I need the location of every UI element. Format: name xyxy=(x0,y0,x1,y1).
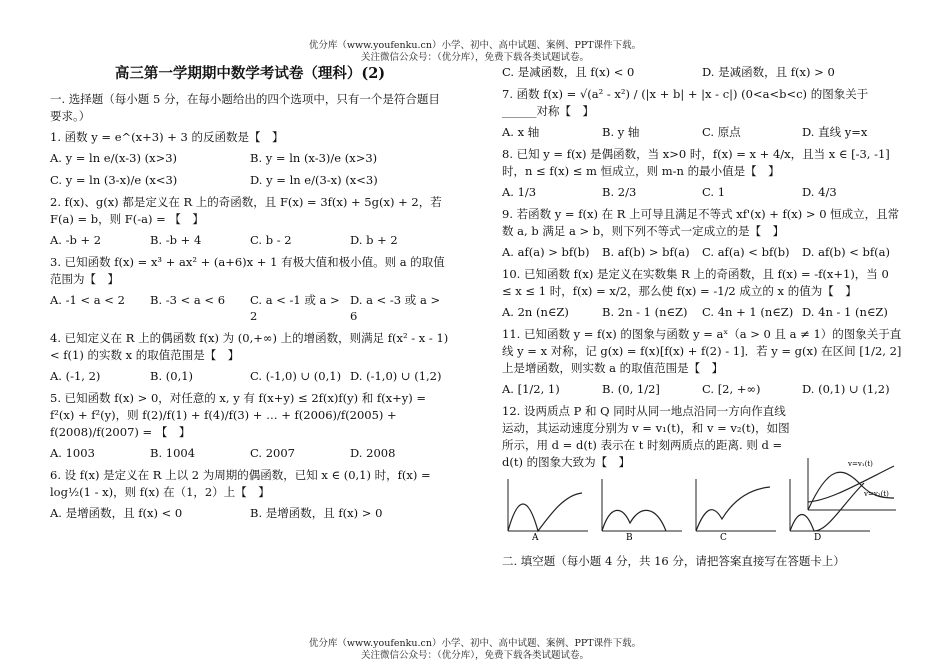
question-1-options-cd xyxy=(50,172,450,188)
question-11: 11. 已知函数 y = f(x) 的图象与函数 y = aˣ（a > 0 且 a ≠ 1）的图象关于直线 y = x 对称，记 g(x) = f(x)[f(x) + f(2) - 1]．若 y = g(x) 在区间 [1/2, 2] 上是增函数，则实数 a 的取值范围是【 】 xyxy=(502,327,902,375)
page-title: 高三第一学期期中数学考试卷（理科）(2) xyxy=(114,65,386,82)
question-6: 6. 设 f(x) 是定义在 R 上以 2 为周期的偶函数，已知 x ∈ (0,1) 时，f(x) = log½(1 - x)，则 f(x) 在（1，2）上【 】 xyxy=(50,468,431,499)
question-9: 9. 若函数 y = f(x) 在 R 上可导且满足不等式 xf'(x) + f(x) > 0 恒成立，且常数 a, b 满足 a > b，则下列不等式一定成立的是【 】 xyxy=(502,207,900,238)
option-c: C. a < -1 或 a > 2 xyxy=(250,293,340,323)
question-11-options xyxy=(502,381,902,397)
option-d: D. 2008 xyxy=(350,446,396,460)
option-a: A. -1 < a < 2 xyxy=(50,293,125,307)
question-5: 5. 已知函数 f(x) > 0，对任意的 x, y 有 f(x+y) ≤ 2f(x)f(y) 和 f(x+y) = f²(x) + f²(y)，则 f(2)/f(1) + f(4)/f(3) + … + f(2006)/f(2005) + f(2008)/f(2007) = 【 】 xyxy=(50,391,427,439)
footer-line-1: 优分库（www.youfenku.cn）小学、初中、高中试题、案例、PPT课件下载。 xyxy=(308,638,642,649)
option-d: D. 4/3 xyxy=(802,185,837,199)
option-b: B. -3 < a < 6 xyxy=(150,293,226,307)
footer-line-2: 关注微信公众号：（优分库），免费下载各类试题试卷。 xyxy=(360,650,589,661)
question-1-options-ab xyxy=(50,150,450,166)
option-a: A. 是增函数，且 f(x) < 0 xyxy=(50,506,183,520)
option-a: A. [1/2, 1) xyxy=(502,382,560,396)
question-8-options xyxy=(502,184,902,200)
option-c: C. 2007 xyxy=(250,446,295,460)
option-b: B. 1004 xyxy=(150,446,196,460)
option-d: D. (0,1) ∪ (1,2) xyxy=(802,382,890,396)
question-8: 8. 已知 y = f(x) 是偶函数，当 x>0 时，f(x) = x + 4/x，且当 x ∈ [-3, -1] 时，n ≤ f(x) ≤ m 恒成立，则 m-n 的最小值是【 】 xyxy=(502,147,890,178)
curve xyxy=(602,510,666,531)
question-10-options xyxy=(502,304,902,320)
curve xyxy=(696,487,770,531)
velocity-figure xyxy=(802,456,898,516)
graph-b xyxy=(596,475,684,541)
option-c: C. 是减函数，且 f(x) < 0 xyxy=(502,65,635,79)
question-6-options xyxy=(50,505,450,521)
option-d: D. y = ln e/(3-x) (x<3) xyxy=(250,173,378,187)
question-4-options xyxy=(50,368,450,384)
graph-b-label: B xyxy=(626,533,633,541)
option-b: B. (0, 1/2] xyxy=(602,382,660,396)
option-d: D. 直线 y=x xyxy=(802,125,868,139)
option-c: C. af(a) < bf(b) xyxy=(702,245,790,259)
graph-c xyxy=(690,475,778,541)
option-d: D. 4n - 1 (n∈Z) xyxy=(802,305,888,319)
header-line-1: 优分库（www.youfenku.cn）小学、初中、高中试题、案例、PPT课件下载。 xyxy=(308,40,642,51)
question-9-options xyxy=(502,244,902,260)
question-2-options xyxy=(50,232,450,248)
question-7: 7. 函数 f(x) = √(a² - x²) / (|x + b| + |x - c|) (0<a<b<c) 的图象关于______对称【 】 xyxy=(502,87,869,118)
graph-c-label: C xyxy=(720,533,727,541)
option-a: A. af(a) > bf(b) xyxy=(502,245,590,259)
option-a: A. -b + 2 xyxy=(50,233,102,247)
question-7-options xyxy=(502,124,902,140)
option-a: A. 1003 xyxy=(50,446,95,460)
option-c: C. b - 2 xyxy=(250,233,292,247)
question-3: 3. 已知函数 f(x) = x³ + ax² + (a+6)x + 1 有极大值和极小值。则 a 的取值范围为【 】 xyxy=(50,255,445,286)
option-d: D. b + 2 xyxy=(350,233,398,247)
option-b: B. y = ln (x-3)/e (x>3) xyxy=(250,151,378,165)
option-b: B. 是增函数，且 f(x) > 0 xyxy=(250,506,383,520)
option-b: B. 2/3 xyxy=(602,185,637,199)
option-c: C. 1 xyxy=(702,185,726,199)
question-5-options xyxy=(50,445,450,461)
section-1-heading: 一. 选择题（每小题 5 分，在每小题给出的四个选项中，只有一个是符合题目要求。） xyxy=(50,92,440,123)
graph-a-label: A xyxy=(532,533,539,541)
option-c: C. y = ln (3-x)/e (x<3) xyxy=(50,173,178,187)
option-c: C. 4n + 1 (n∈Z) xyxy=(702,305,794,319)
option-b: B. -b + 4 xyxy=(150,233,202,247)
option-c: C. (-1,0) ∪ (0,1) xyxy=(250,369,342,383)
graph-a xyxy=(502,475,590,541)
question-1: 1. 函数 y = e^(x+3) + 3 的反函数是【 】 xyxy=(50,130,284,144)
question-3-options xyxy=(50,292,450,324)
left-column xyxy=(50,62,450,527)
question-6-options-cd xyxy=(502,64,902,80)
header-line-2: 关注微信公众号：（优分库），免费下载各类试题试卷。 xyxy=(360,52,589,63)
option-d: D. (-1,0) ∪ (1,2) xyxy=(350,369,442,383)
option-b: B. y 轴 xyxy=(602,125,640,139)
option-c: C. [2, +∞) xyxy=(702,382,761,396)
graph-d-label: D xyxy=(814,533,822,541)
question-10: 10. 已知函数 f(x) 是定义在实数集 R 上的奇函数，且 f(x) = -f(x+1)，当 0 ≤ x ≤ 1 时，f(x) = x/2，那么使 f(x) = -1/2 成立的 x 的值为【 】 xyxy=(502,267,889,298)
question-4: 4. 已知定义在 R 上的偶函数 f(x) 为 (0,+∞) 上的增函数，则满足 f(x² - x - 1) < f(1) 的实数 x 的取值范围是【 】 xyxy=(50,331,449,362)
option-a: A. 2n (n∈Z) xyxy=(502,305,569,319)
curve xyxy=(508,493,582,531)
option-a: A. (-1, 2) xyxy=(50,369,101,383)
option-a: A. y = ln e/(x-3) (x>3) xyxy=(50,151,178,165)
option-b: B. (0,1) xyxy=(150,369,194,383)
option-d: D. af(b) < bf(a) xyxy=(802,245,890,259)
option-b: B. af(b) > bf(a) xyxy=(602,245,690,259)
section-2-heading: 二. 填空题（每小题 4 分，共 16 分，请把答案直接写在答题卡上） xyxy=(502,554,845,568)
legend-v1: v=v₁(t) xyxy=(848,460,873,468)
question-2: 2. f(x)、g(x) 都是定义在 R 上的奇函数，且 F(x) = 3f(x) + 5g(x) + 2，若 F(a) = b，则 F(-a) = 【 】 xyxy=(50,195,442,226)
option-d: D. a < -3 或 a > 6 xyxy=(350,293,441,323)
legend-v2: v=v₂(t) xyxy=(864,490,889,498)
option-d: D. 是减函数，且 f(x) > 0 xyxy=(702,65,835,79)
option-b: B. 2n - 1 (n∈Z) xyxy=(602,305,688,319)
option-a: A. 1/3 xyxy=(502,185,537,199)
question-12: 12. 设两质点 P 和 Q 同时从同一地点沿同一方向作直线运动，其运动速度分别为 v = v₁(t)，和 v = v₂(t)，如图所示，用 d = d(t) 表示在 t 时刻两质点的距离. 则 d = d(t) 的图象大致为【 】 xyxy=(502,404,790,469)
option-a: A. x 轴 xyxy=(502,125,540,139)
option-c: C. 原点 xyxy=(702,125,741,139)
